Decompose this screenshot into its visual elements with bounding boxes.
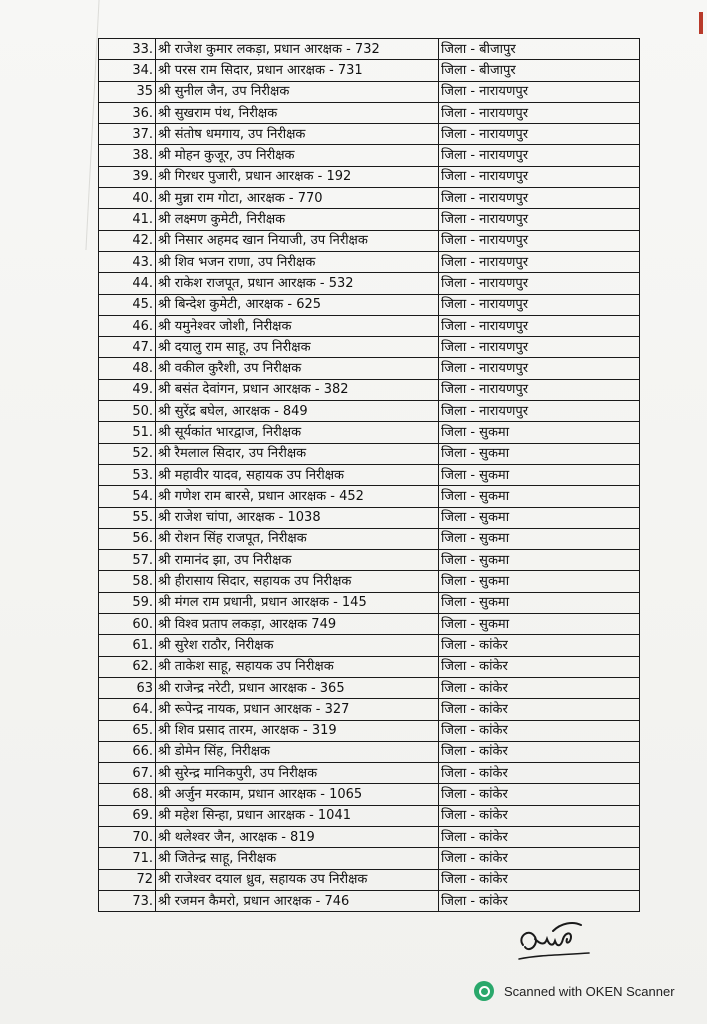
table-row [99,763,640,784]
serial-number: 67. [99,763,156,784]
serial-number: 52. [99,443,156,464]
table-row [99,102,640,123]
serial-number: 33. [99,39,156,60]
district-name: जिला - कांकेर [439,741,640,762]
serial-number: 66. [99,741,156,762]
district-name: जिला - नारायणपुर [439,251,640,272]
handwritten-signature [515,915,593,965]
table-row [99,401,640,422]
officer-name-rank: श्री रैमलाल सिदार, उप निरीक्षक [156,443,439,464]
serial-number: 49. [99,379,156,400]
serial-number: 43. [99,251,156,272]
district-name: जिला - नारायणपुर [439,401,640,422]
officer-name-rank: श्री शिव भजन राणा, उप निरीक्षक [156,251,439,272]
district-name: जिला - सुकमा [439,422,640,443]
officer-name-rank: श्री सुखराम पंथ, निरीक्षक [156,102,439,123]
district-name: जिला - नारायणपुर [439,102,640,123]
serial-number: 50. [99,401,156,422]
district-name: जिला - सुकमा [439,571,640,592]
serial-number: 73. [99,890,156,911]
corner-mark [699,12,703,34]
table-row [99,677,640,698]
serial-number: 64. [99,699,156,720]
table-row [99,528,640,549]
district-name: जिला - नारायणपुर [439,209,640,230]
district-name: जिला - सुकमा [439,443,640,464]
district-name: जिला - कांकेर [439,784,640,805]
serial-number: 59. [99,592,156,613]
officer-name-rank: श्री गणेश राम बारसे, प्रधान आरक्षक - 452 [156,486,439,507]
serial-number: 69. [99,805,156,826]
table-row [99,890,640,911]
serial-number: 65. [99,720,156,741]
serial-number: 48. [99,358,156,379]
officer-name-rank: श्री मंगल राम प्रधानी, प्रधान आरक्षक - 145 [156,592,439,613]
officer-name-rank: श्री रामानंद झा, उप निरीक्षक [156,550,439,571]
serial-number: 41. [99,209,156,230]
table-row [99,188,640,209]
serial-number: 55. [99,507,156,528]
serial-number: 44. [99,273,156,294]
officer-name-rank: श्री रोशन सिंह राजपूत, निरीक्षक [156,528,439,549]
table-row [99,720,640,741]
serial-number: 57. [99,550,156,571]
district-name: जिला - सुकमा [439,528,640,549]
officer-name-rank: श्री राजेश कुमार लकड़ा, प्रधान आरक्षक - 732 [156,39,439,60]
district-name: जिला - कांकेर [439,677,640,698]
serial-number: 56. [99,528,156,549]
table-row [99,699,640,720]
district-name: जिला - कांकेर [439,869,640,890]
page-crease [53,0,99,250]
serial-number: 45. [99,294,156,315]
serial-number: 58. [99,571,156,592]
district-name: जिला - कांकेर [439,890,640,911]
table-row [99,486,640,507]
table-row [99,60,640,81]
table-row [99,656,640,677]
table-row [99,614,640,635]
district-name: जिला - सुकमा [439,464,640,485]
table-row [99,209,640,230]
officer-name-rank: श्री राजेश्वर दयाल ध्रुव, सहायक उप निरीक्षक [156,869,439,890]
table-row [99,805,640,826]
officer-name-rank: श्री रूपेन्द्र नायक, प्रधान आरक्षक - 327 [156,699,439,720]
officer-name-rank: श्री वकील कुरैशी, उप निरीक्षक [156,358,439,379]
serial-number: 70. [99,826,156,847]
district-name: जिला - कांकेर [439,656,640,677]
district-name: जिला - नारायणपुर [439,124,640,145]
officer-name-rank: श्री निसार अहमद खान नियाजी, उप निरीक्षक [156,230,439,251]
serial-number: 71. [99,848,156,869]
district-name: जिला - कांकेर [439,805,640,826]
district-name: जिला - नारायणपुर [439,379,640,400]
district-name: जिला - कांकेर [439,699,640,720]
table-row [99,145,640,166]
serial-number: 40. [99,188,156,209]
serial-number: 36. [99,102,156,123]
officer-name-rank: श्री लक्ष्मण कुमेटी, निरीक्षक [156,209,439,230]
serial-number: 34. [99,60,156,81]
table-row [99,358,640,379]
table-row [99,826,640,847]
officer-name-rank: श्री अर्जुन मरकाम, प्रधान आरक्षक - 1065 [156,784,439,805]
district-name: जिला - कांकेर [439,763,640,784]
district-name: जिला - बीजापुर [439,60,640,81]
table-row [99,635,640,656]
serial-number: 68. [99,784,156,805]
table-row [99,39,640,60]
serial-number: 53. [99,464,156,485]
district-name: जिला - सुकमा [439,550,640,571]
table-row [99,741,640,762]
district-name: जिला - कांकेर [439,826,640,847]
officer-name-rank: श्री सुरेश राठौर, निरीक्षक [156,635,439,656]
table-row [99,251,640,272]
table-row [99,592,640,613]
officer-name-rank: श्री सुरेंद्र बघेल, आरक्षक - 849 [156,401,439,422]
officer-name-rank: श्री परस राम सिदार, प्रधान आरक्षक - 731 [156,60,439,81]
district-name: जिला - कांकेर [439,635,640,656]
table-row [99,550,640,571]
serial-number: 35 [99,81,156,102]
district-name: जिला - नारायणपुर [439,337,640,358]
serial-number: 47. [99,337,156,358]
serial-number: 54. [99,486,156,507]
scanner-watermark [474,980,675,1002]
table-row [99,124,640,145]
serial-number: 72 [99,869,156,890]
table-row [99,507,640,528]
district-name: जिला - कांकेर [439,848,640,869]
district-name: जिला - नारायणपुर [439,294,640,315]
district-name: जिला - नारायणपुर [439,145,640,166]
district-name: जिला - सुकमा [439,614,640,635]
serial-number: 46. [99,315,156,336]
table-row [99,571,640,592]
table-row [99,166,640,187]
officer-name-rank: श्री विश्व प्रताप लकड़ा, आरक्षक 749 [156,614,439,635]
table-row [99,869,640,890]
serial-number: 51. [99,422,156,443]
table-row [99,379,640,400]
personnel-table [98,38,640,912]
officer-name-rank: श्री सूर्यकांत भारद्वाज, निरीक्षक [156,422,439,443]
district-name: जिला - नारायणपुर [439,315,640,336]
table-row [99,422,640,443]
district-name: जिला - सुकमा [439,507,640,528]
serial-number: 37. [99,124,156,145]
officer-name-rank: श्री महेश सिन्हा, प्रधान आरक्षक - 1041 [156,805,439,826]
district-name: जिला - नारायणपुर [439,188,640,209]
serial-number: 42. [99,230,156,251]
serial-number: 39. [99,166,156,187]
district-name: जिला - कांकेर [439,720,640,741]
table-row [99,273,640,294]
table-row [99,337,640,358]
officer-name-rank: श्री मुन्ना राम गोटा, आरक्षक - 770 [156,188,439,209]
officer-name-rank: श्री बिन्देश कुमेटी, आरक्षक - 625 [156,294,439,315]
officer-name-rank: श्री डोमेन सिंह, निरीक्षक [156,741,439,762]
officer-name-rank: श्री बसंत देवांगन, प्रधान आरक्षक - 382 [156,379,439,400]
officer-name-rank: श्री थलेश्वर जैन, आरक्षक - 819 [156,826,439,847]
scanner-watermark-text: Scanned with OKEN Scanner [504,983,675,999]
officer-name-rank: श्री राकेश राजपूत, प्रधान आरक्षक - 532 [156,273,439,294]
district-name: जिला - नारायणपुर [439,273,640,294]
oken-scanner-logo-icon [474,981,494,1001]
officer-name-rank: श्री संतोष धमगाय, उप निरीक्षक [156,124,439,145]
officer-name-rank: श्री हीरासाय सिदार, सहायक उप निरीक्षक [156,571,439,592]
district-name: जिला - बीजापुर [439,39,640,60]
officer-name-rank: श्री महावीर यादव, सहायक उप निरीक्षक [156,464,439,485]
officer-name-rank: श्री शिव प्रसाद तारम, आरक्षक - 319 [156,720,439,741]
table-row [99,294,640,315]
serial-number: 62. [99,656,156,677]
officer-name-rank: श्री दयालु राम साहू, उप निरीक्षक [156,337,439,358]
officer-name-rank: श्री यमुनेश्वर जोशी, निरीक्षक [156,315,439,336]
serial-number: 63 [99,677,156,698]
serial-number: 60. [99,614,156,635]
personnel-table-body [99,39,640,912]
serial-number: 61. [99,635,156,656]
officer-name-rank: श्री राजेन्द्र नरेटी, प्रधान आरक्षक - 365 [156,677,439,698]
district-name: जिला - नारायणपुर [439,230,640,251]
serial-number: 38. [99,145,156,166]
table-row [99,848,640,869]
table-row [99,315,640,336]
table-row [99,81,640,102]
officer-name-rank: श्री ताकेश साहू, सहायक उप निरीक्षक [156,656,439,677]
officer-name-rank: श्री मोहन कुजूर, उप निरीक्षक [156,145,439,166]
officer-name-rank: श्री राजेश चांपा, आरक्षक - 1038 [156,507,439,528]
district-name: जिला - नारायणपुर [439,358,640,379]
table-row [99,230,640,251]
officer-name-rank: श्री सुरेन्द्र मानिकपुरी, उप निरीक्षक [156,763,439,784]
table-row [99,464,640,485]
officer-name-rank: श्री रजमन कैमरो, प्रधान आरक्षक - 746 [156,890,439,911]
district-name: जिला - सुकमा [439,486,640,507]
table-row [99,443,640,464]
district-name: जिला - नारायणपुर [439,166,640,187]
table-row [99,784,640,805]
district-name: जिला - नारायणपुर [439,81,640,102]
officer-name-rank: श्री जितेन्द्र साहू, निरीक्षक [156,848,439,869]
district-name: जिला - सुकमा [439,592,640,613]
officer-name-rank: श्री गिरधर पुजारी, प्रधान आरक्षक - 192 [156,166,439,187]
officer-name-rank: श्री सुनील जैन, उप निरीक्षक [156,81,439,102]
